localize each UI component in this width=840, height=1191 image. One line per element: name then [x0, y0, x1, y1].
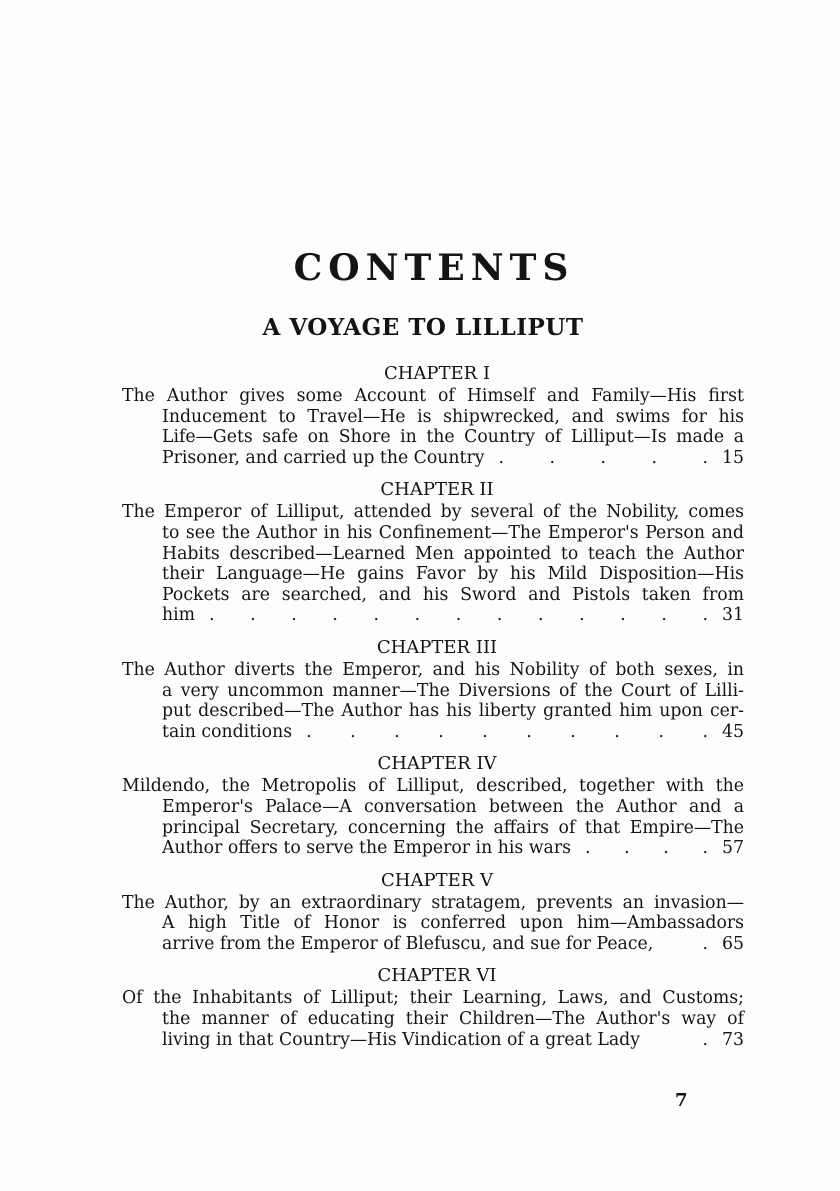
entry-line: Mildendo, the Metropolis of Lilliput, described, together with the [122, 776, 744, 797]
page-reference: 15 [722, 447, 744, 468]
dot-leader: . . . . . [498, 447, 708, 468]
dot-leader: . . . . . . . . . . . . . [209, 605, 708, 626]
dot-leader: . . . . . . . . . . [306, 721, 708, 742]
entry-line: Life—Gets safe on Shore in the Country of Lilliput—Is made a [162, 427, 744, 448]
entry-last-line [122, 934, 744, 955]
entry-last-line [122, 838, 744, 859]
chapter-heading: CHAPTER V [381, 869, 493, 891]
entry-line-text: him [162, 605, 196, 626]
entry-line: Inducement to Travel—He is shipwrecked, and swims for his [162, 406, 744, 427]
entry-line-text: arrive from the Emperor of Blefuscu, and sue for Peace, [162, 933, 654, 954]
entry-last-line [122, 448, 744, 469]
entry-line: The Author diverts the Emperor, and his Nobility of both sexes, in [122, 659, 744, 680]
entry-last-line [122, 1030, 744, 1051]
page-reference: 73 [722, 1029, 744, 1050]
chapter-heading: CHAPTER II [380, 479, 494, 501]
entry-line: The Author gives some Account of Himself and Family—His first [122, 386, 744, 406]
dot-leader: . [702, 1029, 708, 1050]
entry-line-text: tain conditions [162, 721, 293, 742]
chapter-heading: CHAPTER IV [377, 753, 497, 775]
entry-line: A high Title of Honor is conferred upon him—Ambassadors [162, 913, 744, 934]
toc-entry-chapter-4[interactable] [122, 752, 744, 858]
entry-line: The Emperor of Lilliput, attended by several of the Nobility, comes [122, 502, 744, 523]
entry-line-text: Prisoner, and carried up the Country [162, 447, 485, 468]
toc-entry-chapter-3[interactable] [122, 636, 744, 742]
entry-line: Emperor's Palace—A conversation between the Author and a [162, 796, 744, 817]
contents-title: CONTENTS [293, 247, 575, 289]
entry-last-line [122, 605, 744, 626]
page-reference: 45 [722, 721, 744, 742]
dot-leader: . . . . [584, 838, 708, 859]
entry-line: to see the Author in his Confinement—The Emperor's Person and [162, 522, 744, 543]
entry-line: the manner of educating their Children—The Author's way of [162, 1009, 744, 1030]
toc-entry-chapter-2[interactable] [122, 478, 744, 626]
chapter-heading: CHAPTER VI [377, 965, 497, 987]
toc-entry-chapter-1[interactable] [122, 362, 744, 468]
entry-line: a very uncommon manner—The Diversions of the Court of Lilli- [162, 680, 744, 701]
toc-entry-chapter-6[interactable] [122, 964, 744, 1050]
table-of-contents [122, 362, 744, 1060]
dot-leader: . [702, 933, 708, 954]
entry-line: put described—The Author has his liberty granted him upon cer- [162, 701, 744, 722]
entry-line: Of the Inhabitants of Lilliput; their Learning, Laws, and Customs; [122, 988, 744, 1009]
page-number: 7 [675, 1090, 688, 1111]
entry-line: principal Secretary, concerning the affairs of that Empire—The [162, 817, 744, 838]
chapter-heading: CHAPTER I [383, 363, 491, 384]
entry-line: The Author, by an extraordinary stratagem, prevents an invasion— [122, 892, 744, 913]
chapter-heading: CHAPTER III [376, 636, 498, 658]
entry-last-line [122, 722, 744, 743]
entry-line: their Language—He gains Favor by his Mild Disposition—His [162, 564, 744, 585]
entry-line-text: living in that Country—His Vindication of a great Lady [162, 1029, 640, 1050]
entry-line-text: Author offers to serve the Emperor in his wars [162, 838, 571, 859]
entry-line: Pockets are searched, and his Sword and Pistols taken from [162, 584, 744, 605]
page-reference: 31 [722, 605, 744, 626]
page-reference: 57 [722, 838, 744, 859]
page-reference: 65 [722, 933, 744, 954]
toc-entry-chapter-5[interactable] [122, 869, 744, 955]
entry-line: Habits described—Learned Men appointed to teach the Author [162, 543, 744, 564]
voyage-title: A VOYAGE TO LILLIPUT [262, 314, 584, 341]
